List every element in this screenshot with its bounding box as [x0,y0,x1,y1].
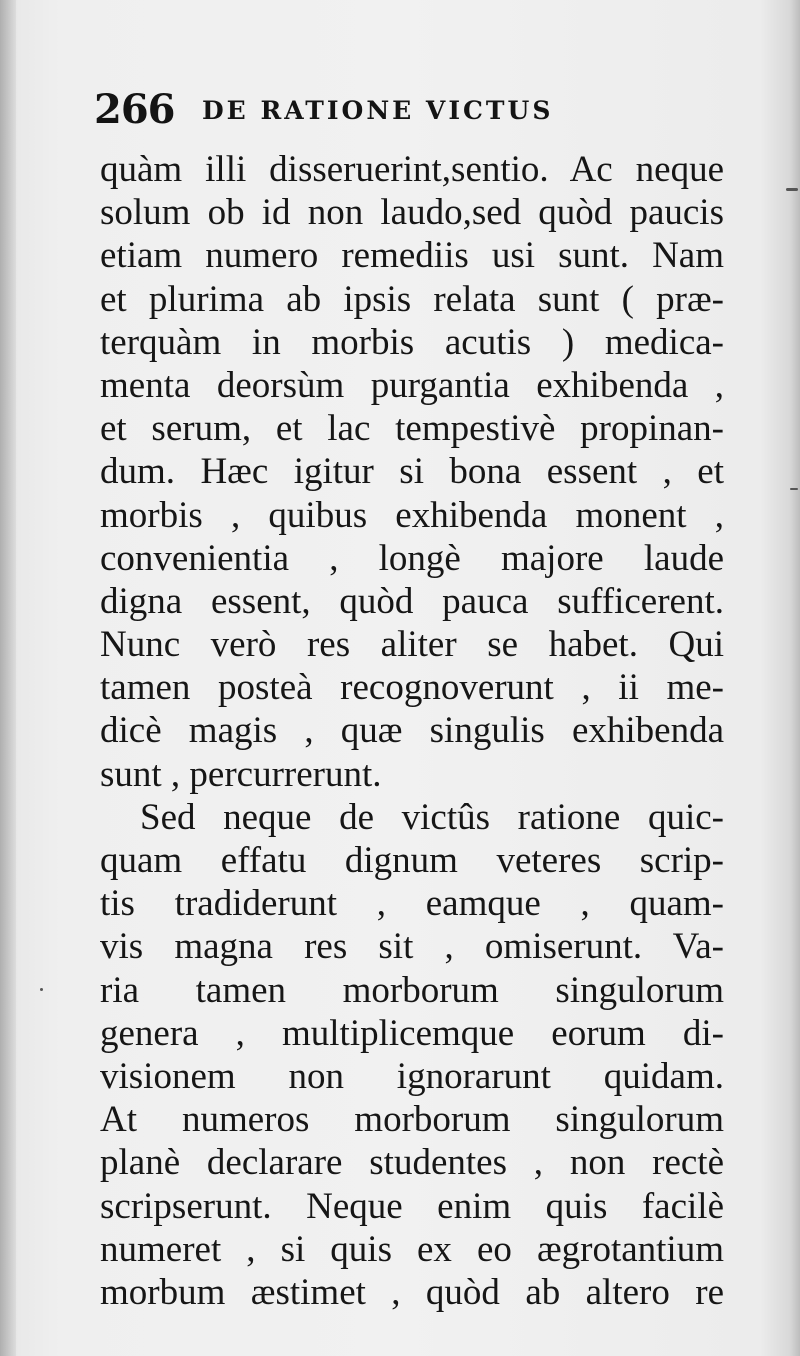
page-gutter-shadow [0,0,16,1356]
text-line: morbis , quibus exhibenda monent , [100,494,724,536]
text-line: et plurima ab ipsis relata sunt ( præ- [100,278,724,320]
margin-speck [790,488,798,490]
text-line: terquàm in morbis acutis ) medica- [100,321,724,363]
text-line: scripserunt. Neque enim quis facilè [100,1185,724,1227]
text-line: vis magna res sit , omiserunt. Va- [100,926,724,968]
text-line-paragraph-end: sunt , percurrerunt. [100,753,382,795]
text-line: digna essent, quòd pauca sufficerent. [100,580,724,622]
text-line-paragraph-start: Sed neque de victûs ratione quic- [140,796,724,838]
text-line: numeret , si quis ex eo ægrotantium [100,1228,724,1270]
text-line: convenientia , longè majore laude [100,537,724,579]
text-line: ria tamen morborum singulorum [100,969,724,1011]
text-line: genera , multiplicemque eorum di- [100,1012,724,1054]
running-head: DE RATIONE VICTUS [202,96,554,125]
text-line: solum ob id non laudo,sed quòd paucis [100,192,724,234]
margin-speck [40,988,43,991]
text-line: quàm illi disseruerint,sentio. Ac neque [100,149,724,190]
text-line: tamen posteà recognoverunt , ii me- [100,667,724,709]
body-text [100,148,724,1314]
text-line: menta deorsùm purgantia exhibenda , [100,364,724,406]
text-line: dum. Hæc igitur si bona essent , et [100,451,724,493]
text-line: quam effatu dignum veteres scrip- [100,840,724,881]
text-line: At numeros morborum singulorum [100,1099,724,1141]
text-line: Nunc verò res aliter se habet. Qui [100,624,724,666]
text-line: visionem non ignorarunt quidam. [100,1055,724,1097]
text-line: etiam numero remediis usi sunt. Nam [100,235,724,277]
page-number: 266 [94,86,175,133]
text-line: tis tradiderunt , eamque , quam- [100,883,724,925]
text-line: planè declarare studentes , non rectè [100,1142,724,1184]
margin-speck [786,188,798,191]
page-header [94,86,614,136]
text-line: morbum æstimet , quòd ab altero re [100,1271,724,1313]
text-line: dicè magis , quæ singulis exhibenda [100,710,724,752]
text-line: et serum, et lac tempestivè propinan- [100,408,724,450]
